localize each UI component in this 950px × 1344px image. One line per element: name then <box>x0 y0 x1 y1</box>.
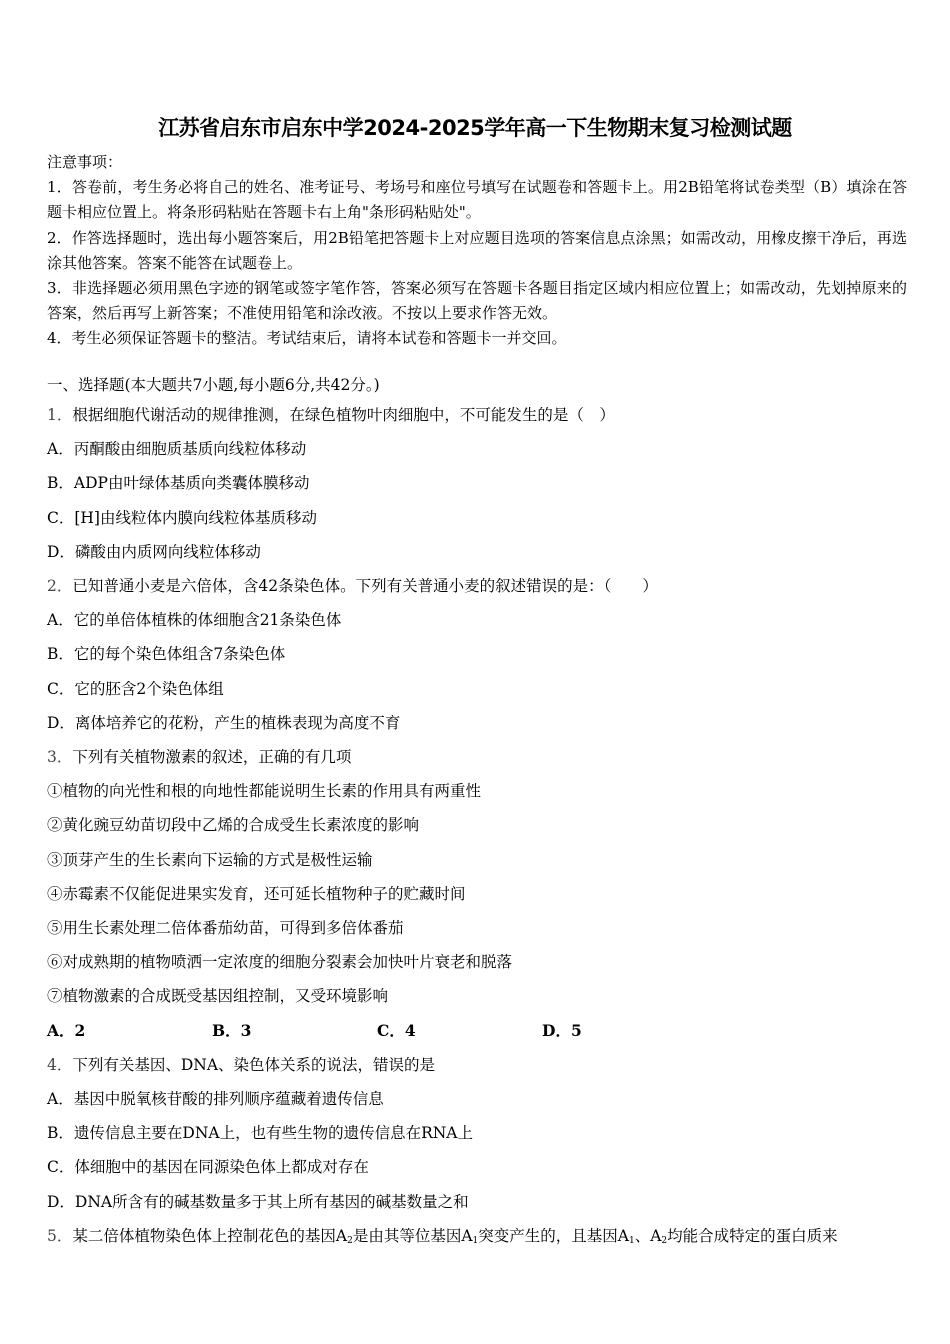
question-2: 2．已知普通小麦是六倍体，含42条染色体。下列有关普通小麦的叙述错误的是：（ ） <box>47 577 658 596</box>
statement: ⑦植物激素的合成既受基因组控制，又受环境影响 <box>47 987 389 1006</box>
page-title: 江苏省启东市启东中学2024-2025学年高一下生物期末复习检测试题 <box>158 116 792 140</box>
option: C．它的胚含2个染色体组 <box>47 679 224 698</box>
option: C．[H]由线粒体内膜向线粒体基质移动 <box>47 508 317 527</box>
option: B．3 <box>212 1020 252 1040</box>
option: B．ADP由叶绿体基质向类囊体膜移动 <box>47 474 310 493</box>
note-item: 4．考生必须保证答题卡的整洁。考试结束后，请将本试卷和答题卡一并交回。 <box>47 329 567 348</box>
option: A．基因中脱氧核苷酸的排列顺序蕴藏着遗传信息 <box>47 1090 384 1109</box>
notes-heading: 注意事项： <box>47 153 123 171</box>
statement: ④赤霉素不仅能促进果实发育，还可延长植物种子的贮藏时间 <box>47 884 466 903</box>
option: A．丙酮酸由细胞质基质向线粒体移动 <box>47 440 307 459</box>
statement: ①植物的向光性和根的向地性都能说明生长素的作用具有两重性 <box>47 782 482 801</box>
note-item: 2．作答选择题时，选出每小题答案后，用2B铅笔把答题卡上对应题目选项的答案信息点涂黑；如需改动，用橡皮擦干净后，再选涂其他答案。答案不能答在试题卷上。 <box>47 228 907 272</box>
option: D．DNA所含有的碱基数量多于其上所有基因的碱基数量之和 <box>47 1192 469 1211</box>
question-1: 1．根据细胞代谢活动的规律推测，在绿色植物叶肉细胞中，不可能发生的是（ ） <box>47 406 615 424</box>
option: D．离体培养它的花粉，产生的植株表现为高度不育 <box>47 713 401 732</box>
statement: ⑥对成熟期的植物喷洒一定浓度的细胞分裂素会加快叶片衰老和脱落 <box>47 953 513 972</box>
option: B．遗传信息主要在DNA上，也有些生物的遗传信息在RNA上 <box>47 1124 474 1143</box>
statement: ②黄化豌豆幼苗切段中乙烯的合成受生长素浓度的影响 <box>47 816 420 835</box>
note-item: 1．答卷前，考生务必将自己的姓名、准考证号、考场号和座位号填写在试题卷和答题卡上。用2B铅笔将试卷类型（B）填涂在答题卡相应位置上。将条形码粘贴在答题卡右上角"条形码粘贴处"。 <box>47 178 907 222</box>
options-row <box>47 1014 917 1048</box>
questions <box>47 373 917 1258</box>
option: D．磷酸由内质网向线粒体移动 <box>47 542 261 561</box>
question-4: 4．下列有关基因、DNA、染色体关系的说法，错误的是 <box>47 1055 436 1074</box>
statement: ③顶芽产生的生长素向下运输的方式是极性运输 <box>47 850 373 869</box>
note-item: 3．非选择题必须用黑色字迹的钢笔或签字笔作答，答案必须写在答题卡各题目指定区域内相应位置上；如需改动，先划掉原来的答案，然后再写上新答案；不准使用铅笔和涂改液。不按以上要求作答无效。 <box>47 279 907 323</box>
option: A．2 <box>47 1020 86 1040</box>
option: C．4 <box>377 1020 416 1040</box>
question-5: 5．某二倍体植物染色体上控制花色的基因$A_2$是由其等位基因$A_1$突变产生的，且基因$A_1$、$A_2$均能合成特定的蛋白质来 <box>47 1226 838 1246</box>
option: D．5 <box>542 1020 582 1040</box>
question-3: 3．下列有关植物激素的叙述，正确的有几项 <box>47 748 352 767</box>
section-heading: 一、选择题(本大题共7小题,每小题6分,共42分。) <box>47 376 380 394</box>
option: B．它的每个染色体组含7条染色体 <box>47 645 286 664</box>
statement: ⑤用生长素处理二倍体番茄幼苗，可得到多倍体番茄 <box>47 919 404 938</box>
option: A．它的单倍体植株的体细胞含21条染色体 <box>47 611 342 630</box>
notes-section <box>47 150 907 352</box>
option: C．体细胞中的基因在同源染色体上都成对存在 <box>47 1158 369 1177</box>
